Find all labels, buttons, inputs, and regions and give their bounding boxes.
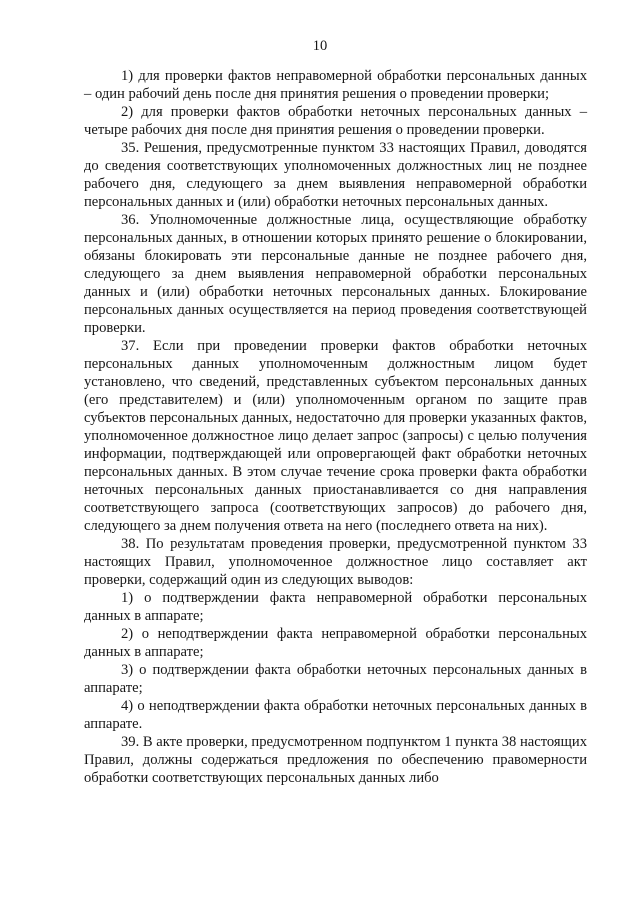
paragraph-36: 36. Уполномоченные должностные лица, осуществляющие обработку персональных данных, в отношении которых принято решение о блокировании, обязаны блокировать эти персональные данные не позднее рабочего дня, следующего за днем выявления неправомерной обработки персональных данных и (или) обработки неточных персональных данных. Блокирование персональных данных осуществляется на период проведения соответствующей проверки. [84,212,587,336]
paragraph-38-item-2: 2) о неподтверждении факта неправомерной обработки персональных данных в аппарате; [84,626,587,660]
paragraph-38: 38. По результатам проведения проверки, предусмотренной пунктом 33 настоящих Правил, уполномоченное должностное лицо составляет акт проверки, содержащий один из следующих выводов: [84,536,587,588]
paragraph-item-2: 2) для проверки фактов обработки неточных персональных данных – четыре рабочих дня после дня принятия решения о проведении проверки. [84,104,587,138]
paragraph-35: 35. Решения, предусмотренные пунктом 33 настоящих Правил, доводятся до сведения соответствующих уполномоченных должностных лиц не позднее рабочего дня, следующего за днем выявления неправомерной обработки персональных данных и (или) обработки неточных персональных данных. [84,140,587,210]
paragraph-item-1: 1) для проверки фактов неправомерной обработки персональных данных – один рабочий день после дня принятия решения о проведении проверки; [84,68,587,102]
paragraph-39: 39. В акте проверки, предусмотренном подпунктом 1 пункта 38 настоящих Правил, должны содержаться предложения по обеспечению правомерности обработки соответствующих персональных данных либо [84,734,587,786]
paragraph-38-item-3: 3) о подтверждении факта обработки неточных персональных данных в аппарате; [84,662,587,696]
paragraph-38-item-4: 4) о неподтверждении факта обработки неточных персональных данных в аппарате. [84,698,587,732]
document-body [84,67,587,787]
page-number: 10 [312,38,328,54]
paragraph-37: 37. Если при проведении проверки фактов обработки неточных персональных данных уполномоченным должностным лицом будет установлено, что сведений, представленных субъектом персональных данных (его представителем) и (или) уполномоченным органом по защите прав субъектов персональных данных, недостаточно для проверки указанных фактов, уполномоченное должностное лицо делает запрос (запросы) с целью получения информации, подтверждающей или опровергающей факт обработки неточных персональных данных. В этом случае течение срока проверки факта обработки неточных персональных данных приостанавливается со дня направления соответствующего запроса (соответствующих запросов) до рабочего дня, следующего за днем получения ответа на него (последнего ответа на них). [84,338,587,534]
paragraph-38-item-1: 1) о подтверждении факта неправомерной обработки персональных данных в аппарате; [84,590,587,624]
